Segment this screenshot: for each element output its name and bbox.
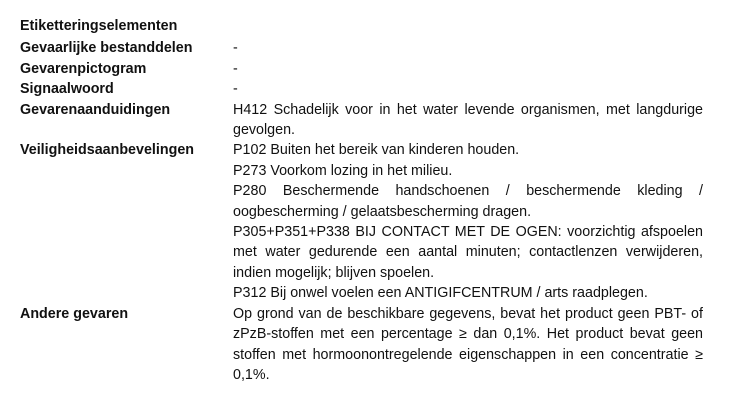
value-line: P280 Beschermende handschoenen / beschermende kleding / oogbescherming / gelaatsbescherming dragen. xyxy=(233,183,703,220)
row-hazard-statements xyxy=(20,100,711,141)
value-line: - xyxy=(233,40,238,57)
row-precautionary-statements xyxy=(20,140,711,303)
value-line: P273 Voorkom lozing in het milieu. xyxy=(233,162,453,179)
label-hazard-statements: Gevarenaanduidingen xyxy=(20,101,171,118)
value-hazard-statements xyxy=(233,100,703,141)
label-hazard-pictogram: Gevarenpictogram xyxy=(20,60,147,77)
label-precautionary-statements: Veiligheidsaanbevelingen xyxy=(20,142,195,159)
value-line: P312 Bij onwel voelen een ANTIGIFCENTRUM / arts raadplegen. xyxy=(233,285,648,302)
row-hazardous-components xyxy=(20,38,711,58)
value-line: H412 Schadelijk voor in het water levende organismen, met langdurige gevolgen. xyxy=(233,101,703,139)
value-signal-word xyxy=(233,79,703,99)
value-precautionary-statements xyxy=(233,140,703,303)
value-line: - xyxy=(233,81,238,98)
value-other-hazards xyxy=(233,304,703,386)
row-signal-word xyxy=(20,79,711,99)
label-hazardous-components: Gevaarlijke bestanddelen xyxy=(20,40,193,57)
value-line: Op grond van de beschikbare gegevens, bevat het product geen PBT- of zPzB-stoffen met een percentage ≥ dan 0,1%. Het product bevat geen stoffen met hormoonontregelende eigenschappen in een concentratie ≥ 0,1%. xyxy=(233,305,703,383)
label-signal-word: Signaalwoord xyxy=(20,81,114,98)
value-line: - xyxy=(233,60,238,77)
row-other-hazards xyxy=(20,304,711,386)
row-hazard-pictogram xyxy=(20,59,711,79)
value-line: P102 Buiten het bereik van kinderen houden. xyxy=(233,142,520,159)
value-hazardous-components xyxy=(233,38,703,58)
value-line: P305+P351+P338 BIJ CONTACT MET DE OGEN: voorzichtig afspoelen met water gedurende een aantal minuten; contactlenzen verwijderen, indien mogelijk; blijven spoelen. xyxy=(233,224,703,281)
label-other-hazards: Andere gevaren xyxy=(20,305,129,322)
section-heading: Etiketteringselementen xyxy=(20,18,178,34)
value-hazard-pictogram xyxy=(233,59,703,79)
